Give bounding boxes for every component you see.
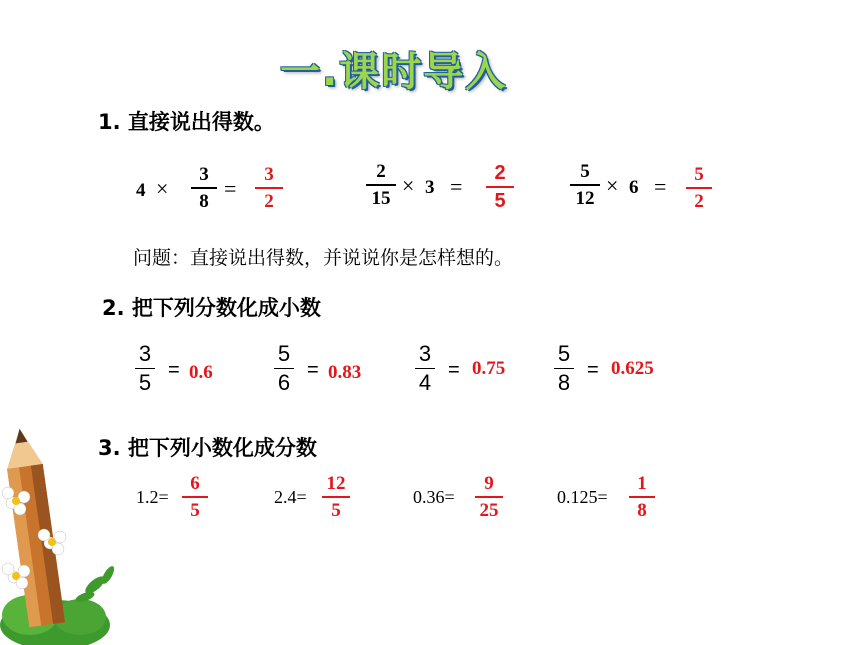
decimal-value: 1.2= bbox=[136, 487, 169, 507]
fraction-bar bbox=[475, 496, 503, 498]
denominator: 5 bbox=[331, 500, 341, 521]
page-title: 一.课时导入 bbox=[280, 49, 508, 95]
fraction-bar bbox=[322, 496, 350, 498]
denominator: 8 bbox=[637, 500, 647, 521]
equals-sign: = bbox=[168, 359, 180, 381]
numerator: 5 bbox=[277, 341, 291, 366]
equals-sign: = bbox=[587, 359, 599, 381]
answer-fraction bbox=[182, 474, 208, 520]
denominator: 2 bbox=[694, 191, 704, 212]
denominator: 5 bbox=[138, 370, 152, 395]
answer-fraction bbox=[255, 165, 283, 211]
fraction bbox=[570, 162, 600, 208]
denominator: 15 bbox=[371, 188, 391, 209]
numerator: 9 bbox=[484, 473, 494, 494]
numerator: 5 bbox=[557, 341, 571, 366]
numerator: 1 bbox=[637, 473, 647, 494]
fraction-bar bbox=[135, 368, 155, 369]
decimal-value: 2.4= bbox=[274, 487, 307, 507]
denominator: 5 bbox=[190, 500, 200, 521]
fraction-bar bbox=[629, 496, 655, 498]
fraction bbox=[191, 165, 217, 211]
fraction-bar bbox=[570, 184, 600, 186]
times-sign: × bbox=[606, 173, 619, 198]
denominator: 4 bbox=[418, 370, 432, 395]
denominator: 12 bbox=[575, 188, 595, 209]
denominator: 5 bbox=[494, 190, 506, 212]
times-sign: × bbox=[402, 173, 415, 198]
numerator: 3 bbox=[138, 341, 152, 366]
denominator: 25 bbox=[479, 500, 499, 521]
whole-number: 3 bbox=[425, 177, 435, 198]
fraction-bar bbox=[191, 187, 217, 189]
numerator: 6 bbox=[190, 473, 200, 494]
section1-heading: 1. 直接说出得数。 bbox=[98, 110, 275, 134]
answer-fraction bbox=[629, 474, 655, 520]
fraction bbox=[274, 343, 294, 394]
discussion-question: 问题：直接说出得数，并说说你是怎样想的。 bbox=[133, 247, 514, 269]
numerator: 3 bbox=[199, 164, 209, 185]
section2-heading: 2. 把下列分数化成小数 bbox=[102, 296, 321, 320]
pencil-with-flowers-icon bbox=[0, 425, 130, 645]
fraction-bar bbox=[366, 184, 396, 186]
decimal-answer: 0.625 bbox=[611, 358, 654, 379]
decimal-answer: 0.6 bbox=[189, 362, 213, 383]
fraction-bar bbox=[274, 368, 294, 369]
numerator: 12 bbox=[326, 473, 346, 494]
fraction bbox=[366, 162, 396, 208]
fraction-bar bbox=[255, 187, 283, 189]
fraction-bar bbox=[182, 496, 208, 498]
fraction bbox=[415, 343, 435, 394]
whole-number: 4 bbox=[136, 180, 146, 201]
fraction-bar bbox=[686, 187, 712, 189]
denominator: 8 bbox=[557, 370, 571, 395]
decimal-value: 0.125= bbox=[557, 487, 608, 507]
numerator: 2 bbox=[494, 162, 506, 184]
numerator: 5 bbox=[580, 161, 590, 182]
numerator: 2 bbox=[376, 161, 386, 182]
whole-number: 6 bbox=[629, 177, 639, 198]
numerator: 5 bbox=[694, 164, 704, 185]
times-sign: × bbox=[156, 176, 169, 201]
decimal-value: 0.36= bbox=[413, 487, 455, 507]
equals-sign: = bbox=[654, 174, 667, 199]
denominator: 6 bbox=[277, 370, 291, 395]
answer-fraction bbox=[322, 474, 350, 520]
fraction-bar bbox=[554, 368, 574, 369]
denominator: 2 bbox=[264, 191, 274, 212]
numerator: 3 bbox=[264, 164, 274, 185]
equals-sign: = bbox=[448, 359, 460, 381]
fraction bbox=[554, 343, 574, 394]
equals-sign: = bbox=[450, 174, 463, 199]
answer-fraction bbox=[486, 163, 514, 211]
answer-fraction bbox=[686, 165, 712, 211]
answer-fraction bbox=[475, 474, 503, 520]
section3-heading: 3. 把下列小数化成分数 bbox=[98, 436, 317, 460]
decimal-answer: 0.75 bbox=[472, 358, 506, 379]
fraction-bar bbox=[486, 186, 514, 188]
numerator: 3 bbox=[418, 341, 432, 366]
fraction bbox=[135, 343, 155, 394]
equals-sign: = bbox=[224, 176, 237, 201]
fraction-bar bbox=[415, 368, 435, 369]
decimal-answer: 0.83 bbox=[328, 362, 362, 383]
denominator: 8 bbox=[199, 191, 209, 212]
equals-sign: = bbox=[307, 359, 319, 381]
